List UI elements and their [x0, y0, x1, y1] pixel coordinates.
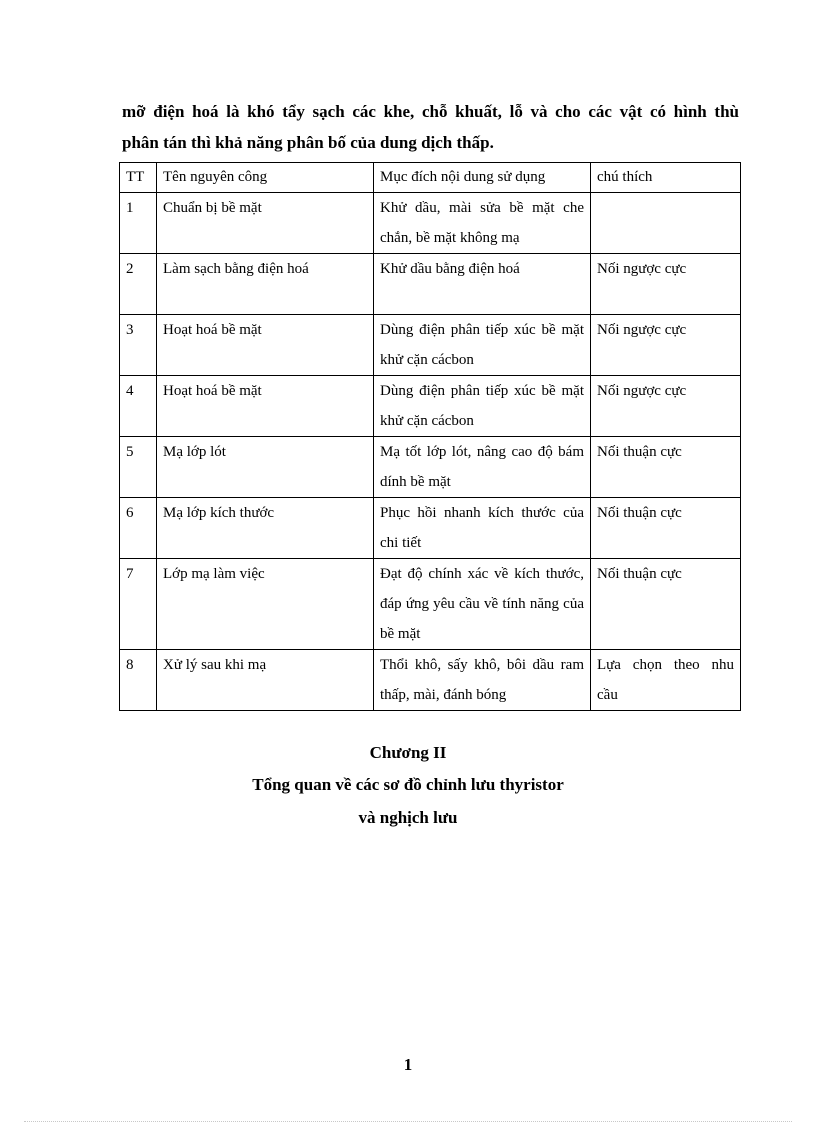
- cell-name: Hoạt hoá bề mặt: [157, 376, 374, 437]
- cell-purpose: Dùng điện phân tiếp xúc bề mặt khử cặn cácbon: [374, 376, 591, 437]
- chapter-number: Chương II: [369, 743, 447, 762]
- cell-tt: 1: [120, 193, 157, 254]
- cell-name: Hoạt hoá bề mặt: [157, 315, 374, 376]
- cell-name: Mạ lớp kích thước: [157, 498, 374, 559]
- cell-note: Nối thuận cực: [591, 498, 741, 559]
- cell-note: Nối thuận cực: [591, 437, 741, 498]
- table-row: [120, 437, 741, 498]
- cell-note: Nối thuận cực: [591, 559, 741, 650]
- cell-tt: 3: [120, 315, 157, 376]
- cell-note: Nối ngược cực: [591, 376, 741, 437]
- table-row: [120, 650, 741, 711]
- intro-paragraph: [122, 96, 739, 158]
- cell-tt: 4: [120, 376, 157, 437]
- cell-name: Mạ lớp lót: [157, 437, 374, 498]
- cell-purpose: Khử dầu, mài sửa bề mặt che chắn, bề mặt không mạ: [374, 193, 591, 254]
- header-tt: TT: [120, 163, 157, 193]
- cell-purpose: Phục hồi nhanh kích thước của chi tiết: [374, 498, 591, 559]
- table-header-row: [120, 163, 741, 193]
- page-number: 1: [403, 1055, 413, 1074]
- table-row: [120, 193, 741, 254]
- table-row: [120, 254, 741, 315]
- intro-line-2: phân tán thì khả năng phân bố của dung dịch thấp.: [122, 133, 494, 152]
- process-table: [119, 162, 741, 711]
- cell-name: Xử lý sau khi mạ: [157, 650, 374, 711]
- cell-name: Làm sạch bằng điện hoá: [157, 254, 374, 315]
- cell-tt: 6: [120, 498, 157, 559]
- header-purpose: Mục đích nội dung sử dụng: [374, 163, 591, 193]
- header-note: chú thích: [591, 163, 741, 193]
- cell-note: [591, 193, 741, 254]
- cell-note: Lựa chọn theo nhu cầu: [591, 650, 741, 711]
- cell-note: Nối ngược cực: [591, 315, 741, 376]
- intro-line-1: mỡ điện hoá là khó tẩy sạch các khe, chỗ khuất, lỗ và cho các vật có hình thù: [122, 102, 739, 121]
- page-boundary-divider: [24, 1121, 792, 1122]
- cell-tt: 7: [120, 559, 157, 650]
- cell-purpose: Khử dầu bằng điện hoá: [374, 254, 591, 315]
- cell-tt: 8: [120, 650, 157, 711]
- header-name: Tên nguyên công: [157, 163, 374, 193]
- cell-purpose: Mạ tốt lớp lót, nâng cao độ bám dính bề mặt: [374, 437, 591, 498]
- cell-name: Chuẩn bị bề mặt: [157, 193, 374, 254]
- table-row: [120, 376, 741, 437]
- table-row: [120, 559, 741, 650]
- cell-name: Lớp mạ làm việc: [157, 559, 374, 650]
- cell-purpose: Đạt độ chính xác về kích thước, đáp ứng yêu cầu về tính năng của bề mặt: [374, 559, 591, 650]
- cell-purpose: Thổi khô, sấy khô, bôi dầu ram thấp, mài, đánh bóng: [374, 650, 591, 711]
- cell-tt: 2: [120, 254, 157, 315]
- chapter-title-line-1: Tổng quan về các sơ đồ chỉnh lưu thyristor: [252, 775, 564, 794]
- table-row: [120, 315, 741, 376]
- cell-note: Nối ngược cực: [591, 254, 741, 315]
- chapter-title-line-2: và nghịch lưu: [358, 808, 458, 827]
- cell-purpose: Dùng điện phân tiếp xúc bề mặt khử cặn cácbon: [374, 315, 591, 376]
- table-row: [120, 498, 741, 559]
- cell-tt: 5: [120, 437, 157, 498]
